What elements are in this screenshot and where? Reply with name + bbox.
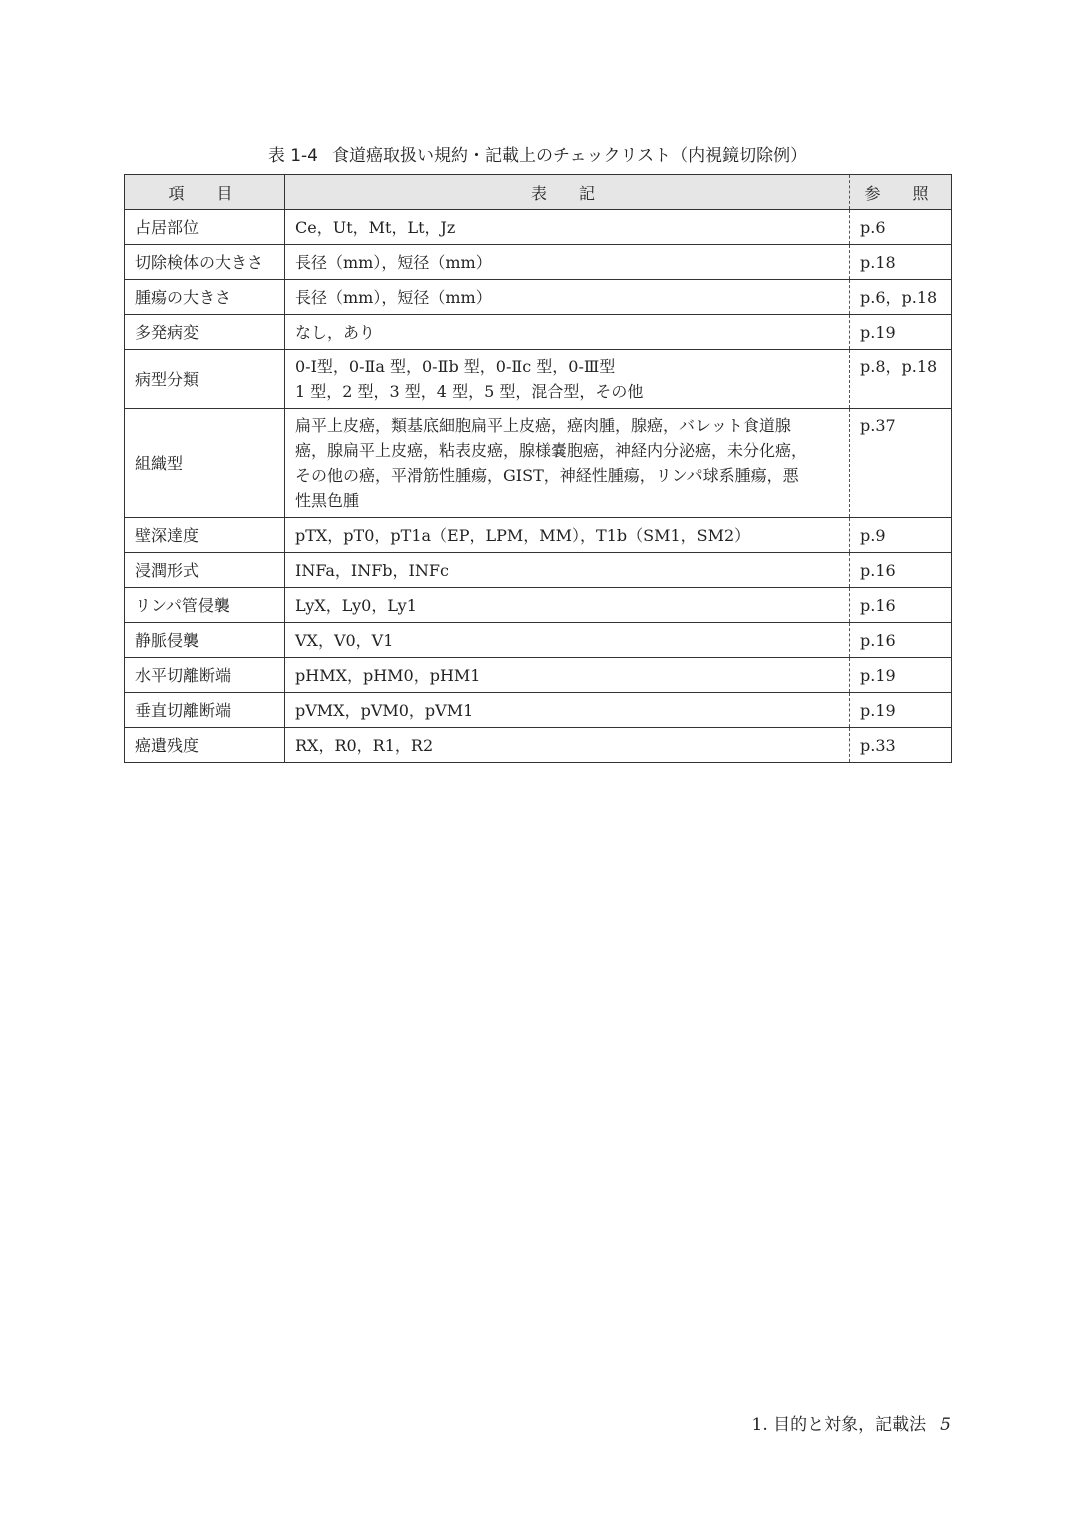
row-value: [285, 658, 850, 693]
table-row: [125, 728, 952, 763]
row-item: 癌遺残度: [125, 728, 285, 763]
table-row: [125, 280, 952, 315]
row-item: 切除検体の大きさ: [125, 245, 285, 280]
row-item: 組織型: [125, 409, 285, 518]
table-title: 食道癌取扱い規約・記載上のチェックリスト（内視鏡切除例）: [332, 146, 808, 166]
row-value: [285, 693, 850, 728]
row-item: 病型分類: [125, 350, 285, 409]
row-value-line: pTX，pT0，pT1a（EP，LPM，MM），T1b（SM1，SM2）: [295, 525, 751, 545]
row-item: 浸潤形式: [125, 553, 285, 588]
row-value-line: 0-Ⅰ型，0-Ⅱa 型，0-Ⅱb 型，0-Ⅱc 型，0-Ⅲ型: [295, 357, 616, 376]
header-value: 表 記: [285, 175, 850, 210]
table-row: [125, 245, 952, 280]
row-value-line: 癌，腺扁平上皮癌，粘表皮癌，腺様嚢胞癌，神経内分泌癌，未分化癌，: [295, 441, 808, 460]
footer-section: 1. 目的と対象，記載法: [751, 1415, 927, 1435]
row-ref: p.18: [850, 245, 952, 280]
row-value-line: 長径（mm），短径（mm）: [295, 252, 492, 272]
row-value: [285, 553, 850, 588]
row-ref: p.16: [850, 553, 952, 588]
row-value-line: 1 型，2 型，3 型，4 型，5 型，混合型，その他: [295, 382, 644, 401]
row-value-line: pVMX，pVM0，pVM1: [295, 700, 474, 720]
row-ref: p.19: [850, 315, 952, 350]
row-item: 垂直切離断端: [125, 693, 285, 728]
row-ref: p.16: [850, 623, 952, 658]
row-value: [285, 623, 850, 658]
row-ref: p.9: [850, 518, 952, 553]
table-row: [125, 518, 952, 553]
row-value: [285, 518, 850, 553]
row-item: 壁深達度: [125, 518, 285, 553]
table-number: 表 1-4: [267, 146, 318, 166]
row-item: 多発病変: [125, 315, 285, 350]
row-value-line: 長径（mm），短径（mm）: [295, 287, 492, 307]
row-value: [285, 315, 850, 350]
row-value: [285, 210, 850, 245]
table-row: [125, 588, 952, 623]
row-value-line: その他の癌，平滑筋性腫瘍，GIST，神経性腫瘍，リンパ球系腫瘍，悪: [295, 466, 799, 485]
table-header-row: [125, 175, 952, 210]
row-value-line: VX，V0，V1: [295, 630, 394, 650]
row-value: [285, 245, 850, 280]
table-row: [125, 210, 952, 245]
table-row: [125, 350, 952, 409]
row-ref: p.37: [850, 409, 952, 518]
row-value-line: RX，R0，R1，R2: [295, 735, 434, 755]
row-value-line: INFa，INFb，INFc: [295, 560, 449, 580]
row-item: 占居部位: [125, 210, 285, 245]
table-caption: [124, 143, 951, 169]
row-ref: p.33: [850, 728, 952, 763]
row-value-line: なし，あり: [295, 322, 376, 342]
table-row: [125, 409, 952, 518]
row-ref: p.19: [850, 658, 952, 693]
row-value: [285, 350, 850, 409]
page-footer: [752, 1412, 951, 1438]
row-value: [285, 728, 850, 763]
row-value: [285, 588, 850, 623]
row-ref: p.16: [850, 588, 952, 623]
row-item: 腫瘍の大きさ: [125, 280, 285, 315]
row-value: [285, 280, 850, 315]
row-ref: p.19: [850, 693, 952, 728]
page-number: 5: [940, 1415, 951, 1435]
row-item: 水平切離断端: [125, 658, 285, 693]
checklist-table: [124, 174, 952, 763]
table-row: [125, 623, 952, 658]
row-value-line: 扁平上皮癌，類基底細胞扁平上皮癌，癌肉腫，腺癌，バレット食道腺: [295, 416, 791, 435]
row-item: 静脈侵襲: [125, 623, 285, 658]
table-row: [125, 658, 952, 693]
table-row: [125, 693, 952, 728]
header-ref: 参 照: [850, 175, 952, 210]
header-item: 項 目: [125, 175, 285, 210]
row-ref: p.6: [850, 210, 952, 245]
row-value-line: pHMX，pHM0，pHM1: [295, 665, 481, 685]
row-value: [285, 409, 850, 518]
row-value-line: Ce，Ut，Mt，Lt，Jz: [295, 217, 456, 237]
table-row: [125, 553, 952, 588]
row-item: リンパ管侵襲: [125, 588, 285, 623]
row-value-line: 性黒色腫: [295, 491, 360, 510]
table-row: [125, 315, 952, 350]
row-ref: p.6，p.18: [850, 280, 952, 315]
row-value-line: LyX，Ly0，Ly1: [295, 595, 417, 615]
row-ref: p.8，p.18: [850, 350, 952, 409]
